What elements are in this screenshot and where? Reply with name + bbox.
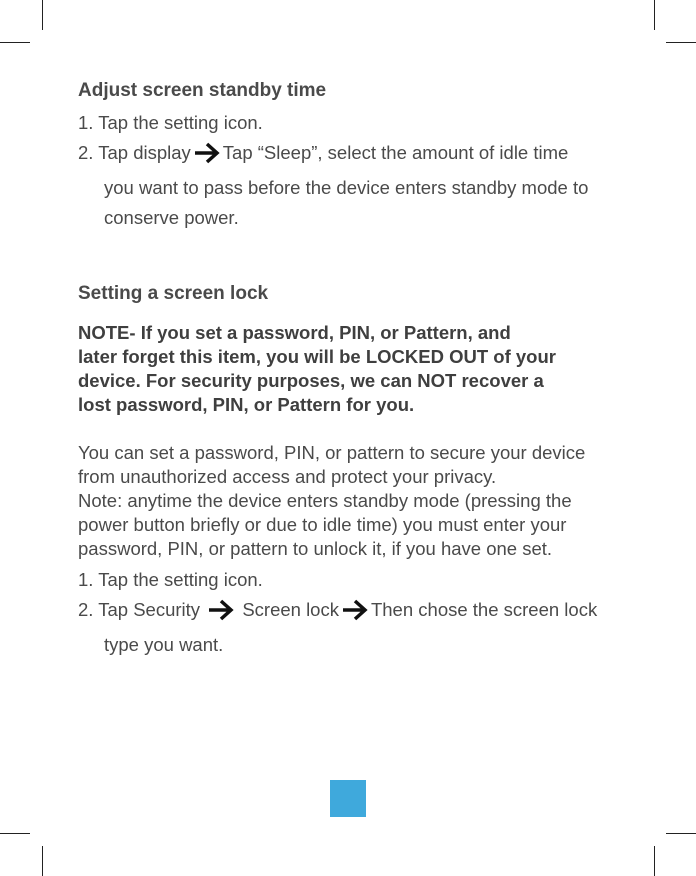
para-line: Note: anytime the device enters standby mode (pressing the [78,490,572,511]
crop-mark [666,42,696,43]
lock-step-2-cont: type you want. [104,634,224,655]
para-line: from unauthorized access and protect your privacy. [78,466,497,487]
lock-step-2-part-a: 2. Tap Security [78,599,201,620]
standby-step-2-part-b: Tap “Sleep”, select the amount of idle time [222,142,569,163]
note-line: device. For security purposes, we can NOT recover a [78,370,544,391]
arrow-right-icon [193,142,221,173]
crop-mark [0,833,30,834]
arrow-right-icon [341,599,369,630]
standby-step-2-cont-2: conserve power. [104,207,239,228]
crop-mark [42,846,43,876]
note-line: NOTE- If you set a password, PIN, or Pattern, and [78,322,511,343]
page-number-box [330,780,366,817]
standby-step-1: 1. Tap the setting icon. [78,112,263,133]
note-line: later forget this item, you will be LOCKED OUT of your [78,346,556,367]
section-heading-screen-lock: Setting a screen lock [78,283,269,304]
crop-mark [42,0,43,30]
page-content [78,78,638,660]
para-line: power button briefly or due to idle time) you must enter your [78,514,567,535]
crop-mark [0,42,30,43]
note-line: lost password, PIN, or Pattern for you. [78,394,415,415]
lock-step-2-part-c: Then chose the screen lock [370,599,598,620]
section-heading-standby: Adjust screen standby time [78,80,327,101]
description-paragraph [78,441,638,561]
crop-mark [666,833,696,834]
warning-note [78,321,638,417]
crop-mark [654,0,655,30]
crop-mark [654,846,655,876]
para-line: You can set a password, PIN, or pattern to secure your device [78,442,586,463]
para-line: password, PIN, or pattern to unlock it, if you have one set. [78,538,553,559]
lock-step-2-part-b: Screen lock [242,599,339,620]
lock-step-2 [78,595,638,630]
standby-step-2 [78,138,638,173]
standby-step-2-part-a: 2. Tap display [78,142,191,163]
arrow-right-icon [207,599,235,630]
lock-step-1: 1. Tap the setting icon. [78,569,263,590]
standby-step-2-cont-1: you want to pass before the device enters standby mode to [104,177,589,198]
